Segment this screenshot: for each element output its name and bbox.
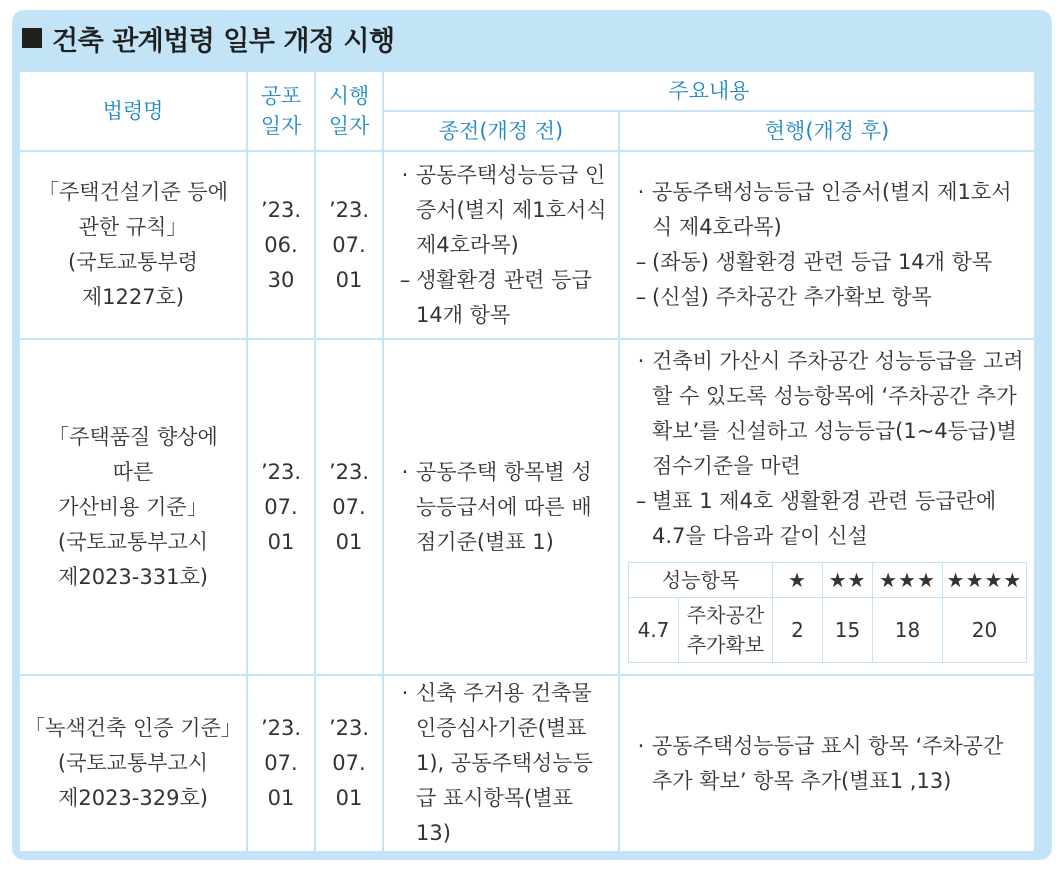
before-cell [383,675,619,852]
table-row [19,339,1035,675]
effective-date-cell: ’23. 07. 01 [315,339,383,675]
table-row [19,675,1035,852]
list-item: · 신축 주거용 건축물 인증심사기준(별표 1), 공동주택성능등급 표시항목(별표 13) [401,681,593,845]
score-grade-3: 18 [873,597,943,662]
list-item: · 공동주택 항목별 성능등급서에 따른 배점기준(별표 1) [401,459,592,554]
after-cell [619,151,1035,339]
performance-item-header: 성능항목 [629,562,773,597]
after-cell [619,675,1035,852]
header-law-name: 법령명 [19,71,247,151]
section-title-text: 건축 관계법령 일부 개정 시행 [52,25,395,57]
list-item: – (좌동) 생활환경 관련 등급 14개 항목 [635,250,993,274]
law-name-cell: 「주택건설기준 등에 관한 규칙」 (국토교통부령 제1227호) [19,151,247,339]
promulgation-date-cell: ’23. 07. 01 [247,339,315,675]
law-name-cell: 「녹색건축 인증 기준」 (국토교통부고시 제2023-329호) [19,675,247,852]
grade-score-table [628,562,1027,663]
square-bullet-icon [22,28,42,48]
score-grade-1: 2 [773,597,823,662]
list-item: – (신설) 주차공간 추가확보 항목 [635,285,932,309]
item-code: 4.7 [629,597,679,662]
after-cell [619,339,1035,675]
table-row [19,151,1035,339]
grade-1-star: ★ [773,562,823,597]
list-item: – 생활환경 관련 등급 14개 항목 [399,267,592,327]
grade-4-star: ★★★★ [943,562,1027,597]
header-effective-date: 시행 일자 [315,71,383,151]
effective-date-cell: ’23. 07. 01 [315,675,383,852]
list-item: · 공동주택성능등급 인증서(별지 제1호서식 제4호라목) [637,180,1012,239]
list-item: · 공동주택성능등급 인증서(별지 제1호서식 제4호라목) [401,162,607,257]
grade-3-star: ★★★ [873,562,943,597]
list-item: – 별표 1 제4호 생활환경 관련 등급란에 4.7을 다음과 같이 신설 [635,488,997,548]
promulgation-date-cell: ’23. 07. 01 [247,675,315,852]
header-after: 현행(개정 후) [619,111,1035,151]
list-item: · 건축비 가산시 주차공간 성능등급을 고려할 수 있도록 성능항목에 ‘주차공간 추가확보’를 신설하고 성능등급(1~4등급)별 점수기준을 마련 [637,348,1024,478]
score-grade-4: 20 [943,597,1027,662]
section-title [22,14,395,62]
list-item: · 공동주택성능등급 표시 항목 ‘주차공간 추가 확보’ 항목 추가(별표1 ,13) [637,733,1004,793]
before-cell [383,339,619,675]
before-cell [383,151,619,339]
item-name: 주차공간 추가확보 [679,597,773,662]
header-before: 종전(개정 전) [383,111,619,151]
promulgation-date-cell: ’23. 06. 30 [247,151,315,339]
header-promulgation-date: 공포 일자 [247,71,315,151]
header-main-content: 주요내용 [383,71,1035,111]
effective-date-cell: ’23. 07. 01 [315,151,383,339]
law-amendment-table [18,70,1036,853]
grade-2-star: ★★ [823,562,873,597]
score-grade-2: 15 [823,597,873,662]
law-name-cell: 「주택품질 향상에 따른 가산비용 기준」 (국토교통부고시 제2023-331호) [19,339,247,675]
